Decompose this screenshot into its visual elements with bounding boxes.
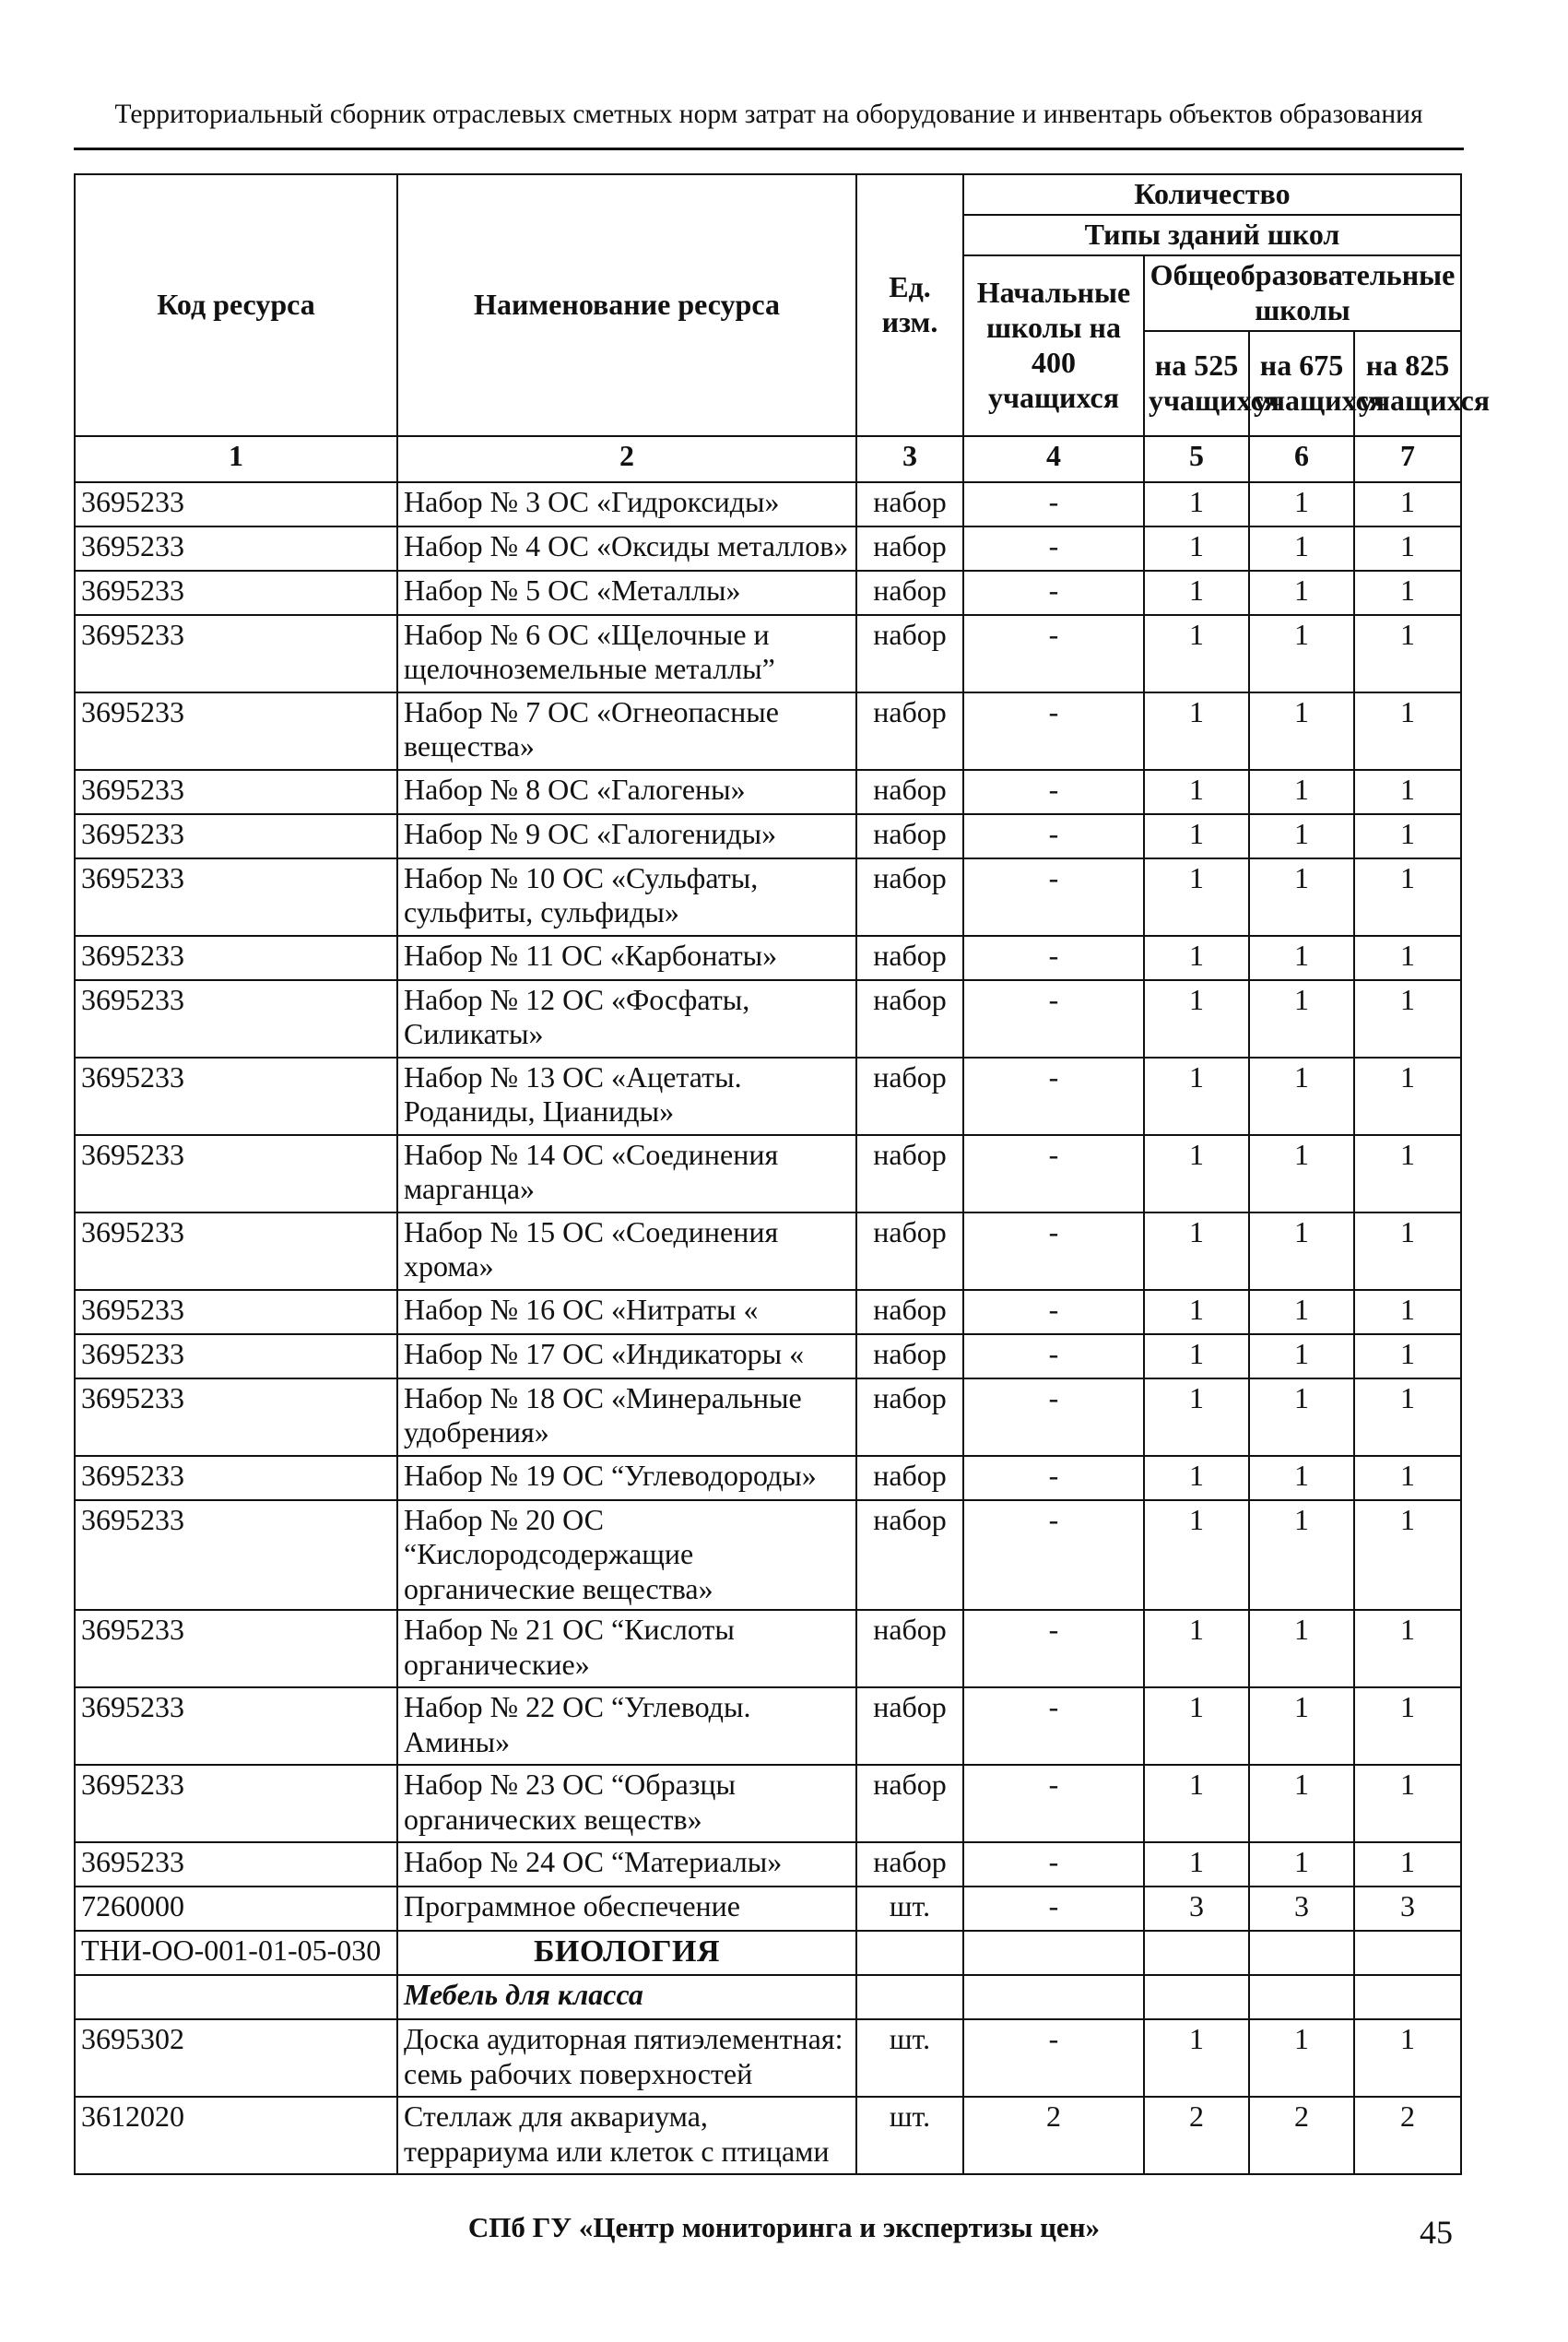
table-row xyxy=(75,2097,1461,2174)
cell-name: Набор № 11 ОС «Карбонаты» xyxy=(397,936,856,980)
cell-name: Набор № 12 ОС «Фосфаты, Силикаты» xyxy=(397,980,856,1058)
cell-525: 1 xyxy=(1144,980,1249,1058)
cell-primary: - xyxy=(963,1456,1144,1500)
cell-675: 1 xyxy=(1249,814,1354,858)
header-general-schools: Общеобразовательные школы xyxy=(1144,255,1461,331)
cell-525: 1 xyxy=(1144,1500,1249,1610)
table-row xyxy=(75,1135,1461,1212)
cell-525: 1 xyxy=(1144,1378,1249,1456)
resource-table xyxy=(74,173,1491,2175)
cell-primary: - xyxy=(963,1212,1144,1290)
cell-525: 1 xyxy=(1144,1456,1249,1500)
section-code: ТНИ-ОО-001-01-05-030 xyxy=(75,1931,397,1975)
cell-primary: - xyxy=(963,858,1144,936)
cell-525: 1 xyxy=(1144,692,1249,770)
cell-code: 3695233 xyxy=(75,615,397,692)
cell-code: 3695233 xyxy=(75,1290,397,1334)
cell-unit: набор xyxy=(856,980,963,1058)
cell-525: 1 xyxy=(1144,1842,1249,1887)
cell-525: 1 xyxy=(1144,615,1249,692)
table-row xyxy=(75,2019,1461,2097)
table-row xyxy=(75,1456,1461,1500)
cell-unit: шт. xyxy=(856,2097,963,2174)
cell-name: Набор № 5 ОС «Металлы» xyxy=(397,571,856,615)
cell-name: Набор № 23 ОС “Образцы органических веществ» xyxy=(397,1765,856,1842)
cell-name: Набор № 14 ОС «Соединения марганца» xyxy=(397,1135,856,1212)
cell-825: 1 xyxy=(1354,1500,1461,1610)
cell-825: 1 xyxy=(1354,858,1461,936)
cell-name: Набор № 17 ОС «Индикаторы « xyxy=(397,1334,856,1378)
cell-primary: - xyxy=(963,1687,1144,1765)
cell-675: 1 xyxy=(1249,1456,1354,1500)
cell-525: 1 xyxy=(1144,1135,1249,1212)
cell-primary: - xyxy=(963,692,1144,770)
table-row xyxy=(75,1290,1461,1334)
cell-unit: набор xyxy=(856,482,963,526)
empty-cell xyxy=(1249,1975,1354,2019)
table-row xyxy=(75,1887,1461,1931)
cell-unit: набор xyxy=(856,1500,963,1610)
table-row xyxy=(75,770,1461,814)
column-number: 3 xyxy=(856,436,963,482)
cell-825: 1 xyxy=(1354,1058,1461,1135)
cell-525: 1 xyxy=(1144,814,1249,858)
cell-primary: 2 xyxy=(963,2097,1144,2174)
cell-825: 1 xyxy=(1354,571,1461,615)
cell-name: Доска аудиторная пятиэлементная: семь рабочих поверхностей xyxy=(397,2019,856,2097)
cell-code: 3695233 xyxy=(75,770,397,814)
empty-cell xyxy=(1354,1975,1461,2019)
cell-name: Набор № 3 ОС «Гидроксиды» xyxy=(397,482,856,526)
cell-name: Набор № 19 ОС “Углеводороды» xyxy=(397,1456,856,1500)
cell-primary: - xyxy=(963,482,1144,526)
cell-primary: - xyxy=(963,1334,1144,1378)
cell-name: Набор № 10 ОС «Сульфаты, сульфиты, сульфиды» xyxy=(397,858,856,936)
cell-825: 1 xyxy=(1354,1610,1461,1687)
cell-primary: - xyxy=(963,936,1144,980)
cell-name: Набор № 13 ОС «Ацетаты. Роданиды, Цианиды» xyxy=(397,1058,856,1135)
cell-825: 1 xyxy=(1354,980,1461,1058)
cell-code: 3695233 xyxy=(75,814,397,858)
cell-675: 1 xyxy=(1249,1687,1354,1765)
table-row xyxy=(75,814,1461,858)
cell-825: 1 xyxy=(1354,1290,1461,1334)
header-code: Код ресурса xyxy=(75,174,397,436)
empty-cell xyxy=(963,1975,1144,2019)
column-number: 6 xyxy=(1249,436,1354,482)
cell-unit: набор xyxy=(856,858,963,936)
cell-825: 1 xyxy=(1354,1378,1461,1456)
cell-unit: набор xyxy=(856,1687,963,1765)
cell-primary: - xyxy=(963,526,1144,571)
cell-unit: набор xyxy=(856,571,963,615)
cell-675: 3 xyxy=(1249,1887,1354,1931)
cell-primary: - xyxy=(963,1290,1144,1334)
header-building-types: Типы зданий школ xyxy=(963,215,1461,255)
table-row xyxy=(75,1687,1461,1765)
cell-primary: - xyxy=(963,1842,1144,1887)
cell-825: 1 xyxy=(1354,1842,1461,1887)
cell-code: 3695233 xyxy=(75,980,397,1058)
cell-primary: - xyxy=(963,1500,1144,1610)
table-row xyxy=(75,482,1461,526)
cell-675: 2 xyxy=(1249,2097,1354,2174)
table-row xyxy=(75,1378,1461,1456)
empty-cell xyxy=(75,1975,397,2019)
cell-code: 3695233 xyxy=(75,858,397,936)
cell-code: 3695233 xyxy=(75,1456,397,1500)
cell-primary: - xyxy=(963,814,1144,858)
cell-525: 1 xyxy=(1144,770,1249,814)
cell-primary: - xyxy=(963,2019,1144,2097)
subsection-title: Мебель для класса xyxy=(397,1975,856,2019)
cell-825: 1 xyxy=(1354,1212,1461,1290)
cell-unit: шт. xyxy=(856,1887,963,1931)
cell-675: 1 xyxy=(1249,1135,1354,1212)
cell-825: 1 xyxy=(1354,482,1461,526)
cell-unit: набор xyxy=(856,526,963,571)
cell-675: 1 xyxy=(1249,936,1354,980)
table-row xyxy=(75,692,1461,770)
table-row xyxy=(75,936,1461,980)
cell-primary: - xyxy=(963,1378,1144,1456)
cell-unit: набор xyxy=(856,615,963,692)
cell-code: 3612020 xyxy=(75,2097,397,2174)
cell-unit: набор xyxy=(856,1334,963,1378)
cell-name: Набор № 9 ОС «Галогениды» xyxy=(397,814,856,858)
empty-cell xyxy=(856,1931,963,1975)
cell-825: 1 xyxy=(1354,615,1461,692)
cell-code: 3695233 xyxy=(75,1378,397,1456)
cell-code: 7260000 xyxy=(75,1887,397,1931)
cell-675: 1 xyxy=(1249,770,1354,814)
cell-primary: - xyxy=(963,615,1144,692)
cell-primary: - xyxy=(963,571,1144,615)
column-number: 4 xyxy=(963,436,1144,482)
cell-675: 1 xyxy=(1249,615,1354,692)
cell-675: 1 xyxy=(1249,692,1354,770)
empty-cell xyxy=(963,1931,1144,1975)
column-number: 5 xyxy=(1144,436,1249,482)
cell-675: 1 xyxy=(1249,1842,1354,1887)
cell-unit: набор xyxy=(856,1058,963,1135)
cell-name: Набор № 6 ОС «Щелочные и щелочноземельные металлы” xyxy=(397,615,856,692)
cell-675: 1 xyxy=(1249,2019,1354,2097)
cell-primary: - xyxy=(963,1765,1144,1842)
section-row xyxy=(75,1931,1461,1975)
cell-525: 1 xyxy=(1144,1212,1249,1290)
cell-825: 1 xyxy=(1354,692,1461,770)
table-row xyxy=(75,571,1461,615)
cell-code: 3695233 xyxy=(75,482,397,526)
table-row xyxy=(75,1500,1461,1610)
header-quantity: Количество xyxy=(963,174,1461,215)
empty-cell xyxy=(1144,1975,1249,2019)
column-number-row xyxy=(75,436,1461,482)
cell-675: 1 xyxy=(1249,1058,1354,1135)
cell-primary: - xyxy=(963,770,1144,814)
cell-unit: набор xyxy=(856,1135,963,1212)
table-row xyxy=(75,1058,1461,1135)
cell-525: 1 xyxy=(1144,571,1249,615)
empty-cell xyxy=(856,1975,963,2019)
cell-525: 1 xyxy=(1144,1687,1249,1765)
header-675: на 675 учащихся xyxy=(1249,331,1354,436)
header-primary-schools: Начальные школы на 400 учащихся xyxy=(963,255,1144,436)
cell-525: 1 xyxy=(1144,482,1249,526)
header-525: на 525 учащихся xyxy=(1144,331,1249,436)
cell-unit: набор xyxy=(856,692,963,770)
cell-825: 3 xyxy=(1354,1887,1461,1931)
cell-525: 1 xyxy=(1144,1058,1249,1135)
cell-675: 1 xyxy=(1249,482,1354,526)
cell-unit: набор xyxy=(856,1212,963,1290)
cell-primary: - xyxy=(963,1058,1144,1135)
cell-525: 1 xyxy=(1144,1610,1249,1687)
cell-unit: набор xyxy=(856,1842,963,1887)
table-row xyxy=(75,858,1461,936)
cell-825: 1 xyxy=(1354,1456,1461,1500)
cell-825: 1 xyxy=(1354,526,1461,571)
cell-code: 3695233 xyxy=(75,1058,397,1135)
cell-525: 1 xyxy=(1144,1765,1249,1842)
cell-primary: - xyxy=(963,1135,1144,1212)
header-825: на 825 учащихся xyxy=(1354,331,1461,436)
cell-unit: набор xyxy=(856,770,963,814)
cell-675: 1 xyxy=(1249,1378,1354,1456)
column-number: 7 xyxy=(1354,436,1461,482)
table-row xyxy=(75,1765,1461,1842)
cell-unit: шт. xyxy=(856,2019,963,2097)
cell-code: 3695302 xyxy=(75,2019,397,2097)
cell-unit: набор xyxy=(856,1290,963,1334)
cell-825: 1 xyxy=(1354,770,1461,814)
cell-525: 1 xyxy=(1144,1334,1249,1378)
cell-unit: набор xyxy=(856,1378,963,1456)
column-number: 1 xyxy=(75,436,397,482)
cell-code: 3695233 xyxy=(75,1610,397,1687)
empty-cell xyxy=(1354,1931,1461,1975)
cell-675: 1 xyxy=(1249,1500,1354,1610)
cell-code: 3695233 xyxy=(75,1500,397,1610)
cell-675: 1 xyxy=(1249,980,1354,1058)
cell-name: Набор № 22 ОС “Углеводы. Амины» xyxy=(397,1687,856,1765)
cell-code: 3695233 xyxy=(75,571,397,615)
cell-675: 1 xyxy=(1249,1765,1354,1842)
cell-code: 3695233 xyxy=(75,1842,397,1887)
cell-code: 3695233 xyxy=(75,1135,397,1212)
page-header: Территориальный сборник отраслевых сметных норм затрат на оборудование и инвентарь объектов образования xyxy=(114,100,1423,129)
cell-code: 3695233 xyxy=(75,692,397,770)
cell-675: 1 xyxy=(1249,1290,1354,1334)
cell-525: 3 xyxy=(1144,1887,1249,1931)
cell-code: 3695233 xyxy=(75,936,397,980)
cell-name: Набор № 24 ОС “Материалы» xyxy=(397,1842,856,1887)
cell-525: 2 xyxy=(1144,2097,1249,2174)
cell-825: 1 xyxy=(1354,1687,1461,1765)
table-row xyxy=(75,1212,1461,1290)
cell-code: 3695233 xyxy=(75,1765,397,1842)
cell-code: 3695233 xyxy=(75,1334,397,1378)
cell-code: 3695233 xyxy=(75,1687,397,1765)
cell-525: 1 xyxy=(1144,936,1249,980)
cell-code: 3695233 xyxy=(75,1212,397,1290)
cell-525: 1 xyxy=(1144,1290,1249,1334)
table-row xyxy=(75,1842,1461,1887)
cell-825: 1 xyxy=(1354,1765,1461,1842)
table-row xyxy=(75,1334,1461,1378)
cell-unit: набор xyxy=(856,1456,963,1500)
empty-cell xyxy=(1249,1931,1354,1975)
table-row xyxy=(75,980,1461,1058)
cell-name: Набор № 15 ОС «Соединения хрома» xyxy=(397,1212,856,1290)
table-row xyxy=(75,1610,1461,1687)
cell-primary: - xyxy=(963,980,1144,1058)
cell-name: Набор № 20 ОС “Кислородсодержащие органические вещества» xyxy=(397,1500,856,1610)
cell-825: 1 xyxy=(1354,936,1461,980)
cell-675: 1 xyxy=(1249,1334,1354,1378)
cell-525: 1 xyxy=(1144,2019,1249,2097)
cell-name: Набор № 18 ОС «Минеральные удобрения» xyxy=(397,1378,856,1456)
empty-cell xyxy=(1144,1931,1249,1975)
cell-525: 1 xyxy=(1144,858,1249,936)
cell-name: Стеллаж для аквариума, террариума или клеток с птицами xyxy=(397,2097,856,2174)
cell-name: Набор № 7 ОС «Огнеопасные вещества» xyxy=(397,692,856,770)
table-row xyxy=(75,526,1461,571)
cell-675: 1 xyxy=(1249,1212,1354,1290)
cell-675: 1 xyxy=(1249,858,1354,936)
cell-675: 1 xyxy=(1249,1610,1354,1687)
column-number: 2 xyxy=(397,436,856,482)
cell-unit: набор xyxy=(856,814,963,858)
cell-unit: набор xyxy=(856,936,963,980)
header-unit: Ед. изм. xyxy=(856,174,963,436)
cell-primary: - xyxy=(963,1610,1144,1687)
cell-675: 1 xyxy=(1249,526,1354,571)
header-divider xyxy=(74,148,1464,150)
cell-name: Набор № 16 ОС «Нитраты « xyxy=(397,1290,856,1334)
footer-org: СПб ГУ «Центр мониторинга и экспертизы цен» xyxy=(467,2211,1101,2243)
cell-name: Набор № 21 ОС “Кислоты органические» xyxy=(397,1610,856,1687)
cell-name: Набор № 8 ОС «Галогены» xyxy=(397,770,856,814)
page-number: 45 xyxy=(1420,2214,1453,2251)
cell-name: Набор № 4 ОС «Оксиды металлов» xyxy=(397,526,856,571)
cell-675: 1 xyxy=(1249,571,1354,615)
cell-825: 1 xyxy=(1354,1135,1461,1212)
cell-825: 1 xyxy=(1354,814,1461,858)
cell-825: 2 xyxy=(1354,2097,1461,2174)
cell-name: Программное обеспечение xyxy=(397,1887,856,1931)
cell-825: 1 xyxy=(1354,2019,1461,2097)
cell-unit: набор xyxy=(856,1765,963,1842)
cell-825: 1 xyxy=(1354,1334,1461,1378)
cell-code: 3695233 xyxy=(75,526,397,571)
header-name: Наименование ресурса xyxy=(397,174,856,436)
cell-primary: - xyxy=(963,1887,1144,1931)
cell-525: 1 xyxy=(1144,526,1249,571)
cell-unit: набор xyxy=(856,1610,963,1687)
section-title: БИОЛОГИЯ xyxy=(397,1931,856,1975)
subsection-row xyxy=(75,1975,1461,2019)
table-row xyxy=(75,615,1461,692)
